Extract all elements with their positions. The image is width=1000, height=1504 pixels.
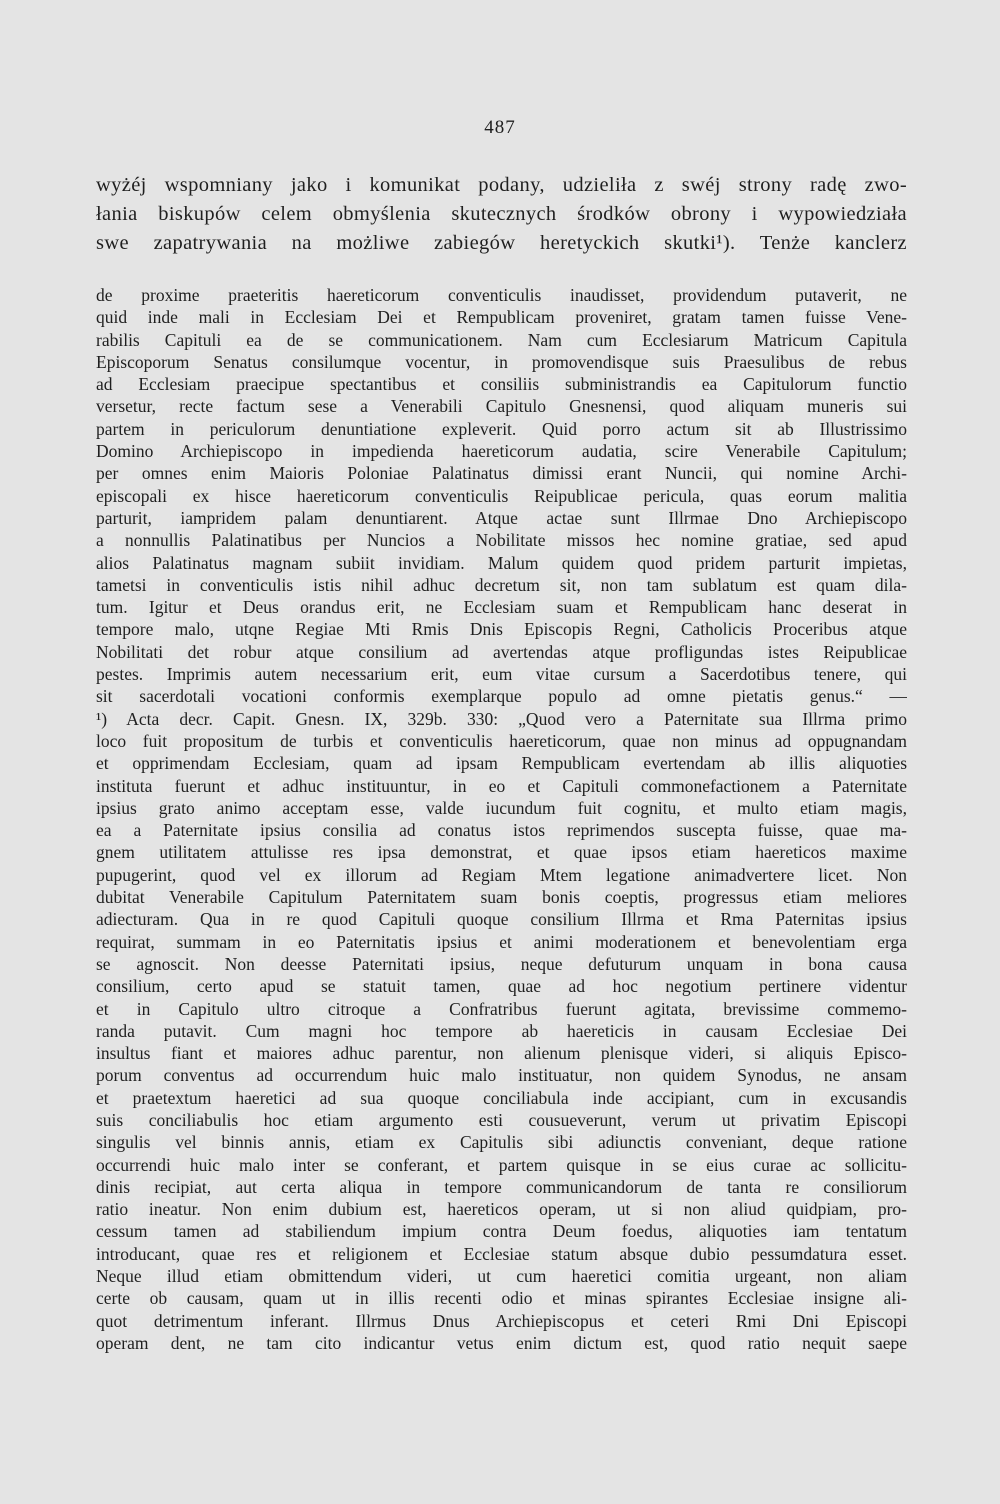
footnote-line: dubitat Venerabile Capitulum Paternitatem suam bonis coeptis, progressus etiam meliores — [96, 887, 907, 908]
footnote-line: singulis vel binnis annis, etiam ex Capitulis sibi adiunctis conveniant, deque ratione — [96, 1132, 907, 1153]
footnote-line: gnem utilitatem attulisse res ipsa demonstrat, et quae ipsos etiam haereticos maxime — [96, 842, 907, 863]
main-text-line: wyżéj wspomniany jako i komunikat podany, udzieliła z swéj strony radę zwo- — [96, 174, 907, 196]
footnote-line: ea a Paternitate ipsius consilia ad conatus istos reprimendos suscepta fuisse, quae ma- — [96, 820, 907, 841]
footnote-line: et opprimendam Ecclesiam, quam ad ipsam Rempublicam evertendam ab illis aliquoties — [96, 753, 907, 774]
footnote-line: alios Palatinatus magnam subiit invidiam. Malum quidem quod pridem parturit impietas, — [96, 552, 907, 573]
footnote-line: randa putavit. Cum magni hoc tempore ab haereticis in causam Ecclesiae Dei — [96, 1020, 907, 1041]
footnote-line: per omnes enim Maioris Poloniae Palatinatus dimissi erant Nuncii, qui nomine Archi- — [96, 463, 907, 484]
footnote-line: se agnoscit. Non deesse Paternitati ipsius, neque defuturum unquam in bona causa — [96, 953, 907, 974]
footnote-line: quot detrimentum inferant. Illrmus Dnus Archiepiscopus et ceteri Rmi Dni Episcopi — [96, 1310, 907, 1331]
footnote-line: porum conventus ad occurrendum huic malo instituatur, non quidem Synodus, ne ansam — [96, 1065, 907, 1086]
footnote-line: occurrendi huic malo inter se conferant, et partem quisque in se eius curae ac sollicitu- — [96, 1154, 907, 1175]
main-text-line: łania biskupów celem obmyślenia skutecznych środków obrony i wypowiedziała — [96, 203, 907, 225]
footnote-line: parturit, iampridem palam denuntiarent. Atque actae sunt Illrmae Dno Archiepiscopo — [96, 507, 907, 528]
footnote-line: insultus fiant et maiores adhuc parentur, non alienum plenisque videri, si aliquis Episco- — [96, 1043, 907, 1064]
footnote-line: instituta fuerunt et adhuc instituuntur, in eo et Capituli commonefactionem a Paternitate — [96, 775, 907, 796]
footnote-line: suis conciliabulis hoc etiam argumento esti cousueverunt, verum ut privatim Episcopi — [96, 1109, 907, 1130]
footnote-line: certe ob causam, quam ut in illis recenti odio et minas spirantes Ecclesiae insigne ali- — [96, 1288, 907, 1309]
main-text-line: swe zapatrywania na możliwe zabiegów heretyckich skutki¹). Tenże kanclerz — [96, 232, 907, 254]
footnote-line: versetur, recte factum sese a Venerabili Capitulo Gnesnensi, quod aliquam muneris sui — [96, 396, 907, 417]
footnote-line: pupugerint, quod vel ex illorum ad Regiam Mtem legatione animadvertere licet. Non — [96, 864, 907, 885]
footnote-line: ipsius grato animo acceptam esse, valde iucundum fuit cognitu, et multo etiam magis, — [96, 797, 907, 818]
footnote-line: sit sacerdotali vocationi conformis exemplarque populo ad omne pietatis genus.“ — — [96, 686, 907, 707]
page-number: 487 — [484, 117, 516, 138]
footnote-line: cessum tamen ad stabiliendum impium contra Deum foedus, aliquoties iam tentatum — [96, 1221, 907, 1242]
footnote-line: partem in periculorum denuntiatione expleverit. Quid porro actum sit ab Illustrissimo — [96, 418, 907, 439]
footnote-line: pestes. Imprimis autem necessarium erit, eum vitae cursum a Sacerdotibus tenere, qui — [96, 664, 907, 685]
footnote-line: adiecturam. Qua in re quod Capituli quoque consilium Illrma et Rma Paternitas ipsius — [96, 909, 907, 930]
footnote-line: tum. Igitur et Deus orandus erit, ne Ecclesiam suam et Rempublicam hanc deserat in — [96, 597, 907, 618]
footnote-line: tametsi in conventiculis istis nihil adhuc decretum sit, non tam sublatum est quam dila- — [96, 574, 907, 595]
footnote-line: et praetextum haeretici ad sua quoque conciliabula inde accipiant, cum in excusandis — [96, 1087, 907, 1108]
footnote-line: Episcoporum Senatus consilumque vocentur, in promovendisque suis Praesulibus de rebus — [96, 351, 907, 372]
footnote-line: dinis recipiat, aut certa aliqua in tempore communicandorum de tanta re consiliorum — [96, 1176, 907, 1197]
footnote-line: rabilis Capituli ea de se communicationem. Nam cum Ecclesiarum Matricum Capitula — [96, 329, 907, 350]
footnote-line: ratio ineatur. Non enim dubium est, haereticos operam, ut si non aliud quidpiam, pro- — [96, 1199, 907, 1220]
footnote-line: ¹) Acta decr. Capit. Gnesn. IX, 329b. 330: „Quod vero a Paternitate sua Illrma primo — [96, 708, 907, 729]
footnote-block — [96, 284, 907, 1354]
footnote-line: consilium, certo apud se statuit tamen, quae ad hoc negotium pertinere videntur — [96, 976, 907, 997]
footnote-line: Domino Archiepiscopo in impedienda haereticorum audatia, scire Venerabile Capitulum; — [96, 441, 907, 462]
footnote-line: requirat, summam in eo Paternitatis ipsius et animi moderationem et benevolentiam erga — [96, 931, 907, 952]
footnote-line: Nobilitati det robur atque consilium ad avertendas atque profligundas istes Reipublicae — [96, 641, 907, 662]
footnote-line: introducant, quae res et religionem et Ecclesiae statum absque dubio pessumdatura esset. — [96, 1243, 907, 1264]
footnote-line: loco fuit propositum de turbis et conventiculis haereticorum, quae non minus ad oppugnandam — [96, 730, 907, 751]
main-text-block — [96, 171, 907, 258]
footnote-line: episcopali ex hisce haereticorum conventiculis Reipublicae pericula, quas eorum malitia — [96, 485, 907, 506]
footnote-line: quid inde mali in Ecclesiam Dei et Rempublicam proveniret, gratam tamen fuisse Vene- — [96, 307, 907, 328]
footnote-line: tempore malo, utqne Regiae Mti Rmis Dnis Episcopis Regni, Catholicis Proceribus atque — [96, 619, 907, 640]
footnote-line: et in Capitulo ultro citroque a Confratribus fuerunt agitata, brevissime commemo- — [96, 998, 907, 1019]
footnote-line: Neque illud etiam obmittendum videri, ut cum haeretici comitia urgeant, non aliam — [96, 1266, 907, 1287]
footnote-line: ad Ecclesiam praecipue spectantibus et consiliis subministrandis ea Capitulorum functio — [96, 374, 907, 395]
footnote-line: a nonnullis Palatinatibus per Nuncios a Nobilitate missos hec nomine gratiae, sed apud — [96, 530, 907, 551]
footnote-line: de proxime praeteritis haereticorum conventiculis inaudisset, providendum putaverit, ne — [96, 285, 907, 305]
footnote-line: operam dent, ne tam cito indicantur vetus enim dictum est, quod ratio nequit saepe — [96, 1332, 907, 1353]
